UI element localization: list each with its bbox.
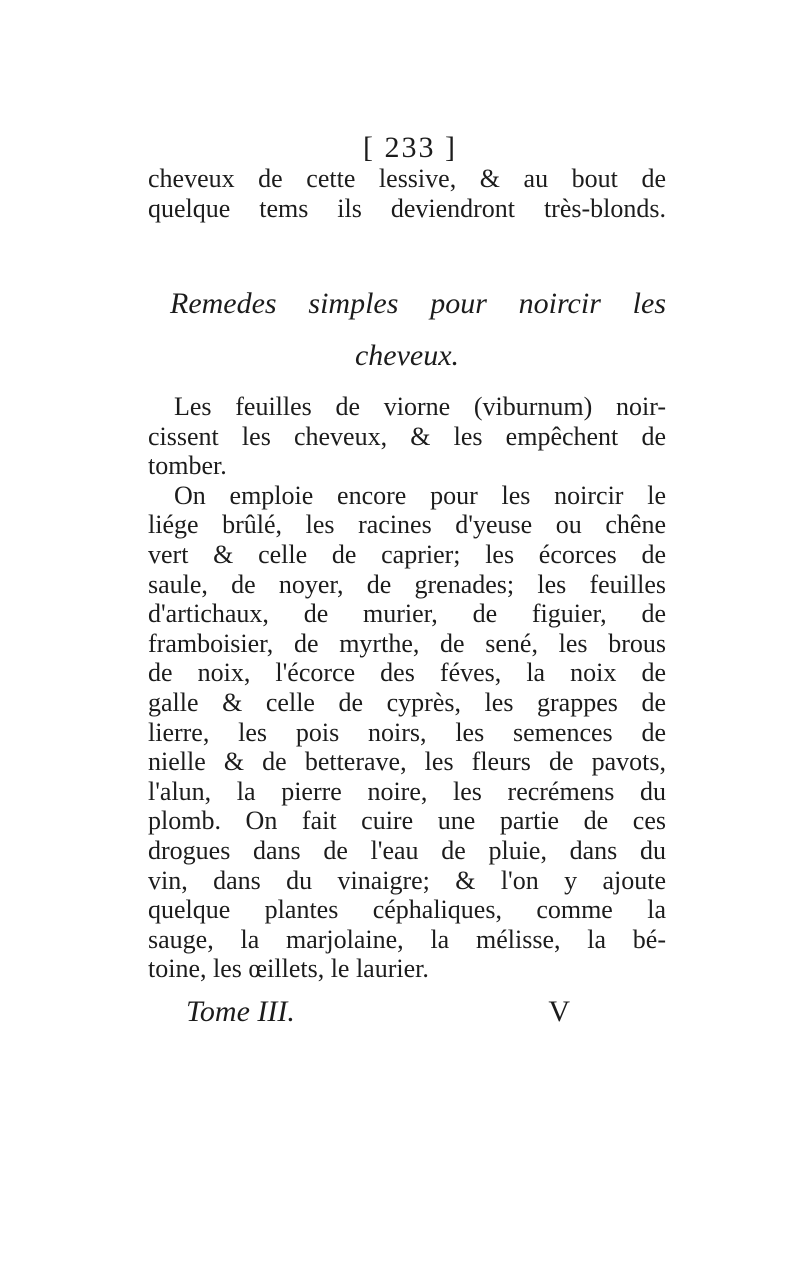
text-line: toine, les œillets, le laurier. <box>148 954 429 984</box>
text-line: lierre, les pois noirs, les semences de <box>148 717 666 747</box>
signature-mark: V <box>548 995 570 1028</box>
text-line: drogues dans de l'eau de pluie, dans du <box>148 835 666 865</box>
text-line: vert & celle de caprier; les écorces de <box>148 539 666 569</box>
text-line: tomber. <box>148 451 227 481</box>
volume-label: Tome III. <box>186 995 295 1028</box>
text-line: quelque plantes céphaliques, comme la <box>148 895 666 925</box>
text-line: cissent les cheveux, & les empêchent de <box>148 421 666 451</box>
heading-line: cheveux. <box>354 339 460 372</box>
text-line: quelque tems ils deviendront très-blonds. <box>148 193 666 223</box>
text-line: framboisier, de myrthe, de sené, les brous <box>148 628 666 658</box>
heading-line: Remedes simples pour noircir les <box>170 287 666 320</box>
body-text <box>148 392 666 984</box>
text-line: sauge, la marjolaine, la mélisse, la bé- <box>148 924 666 954</box>
section-heading <box>148 278 666 382</box>
text-line: cheveux de cette lessive, & au bout de <box>148 164 666 193</box>
text-line: saule, de noyer, de grenades; les feuilles <box>148 569 666 599</box>
text-line: de noix, l'écorce des féves, la noix de <box>148 658 666 688</box>
text-line: l'alun, la pierre noire, les recrémens du <box>148 776 666 806</box>
text-line: galle & celle de cyprès, les grappes de <box>148 687 666 717</box>
text-line: On emploie encore pour les noircir le <box>174 480 666 510</box>
text-line: vin, dans du vinaigre; & l'on y ajoute <box>148 865 666 895</box>
text-line: liége brûlé, les racines d'yeuse ou chêne <box>148 510 666 540</box>
text-line: plomb. On fait cuire une partie de ces <box>148 806 666 836</box>
continuation-text <box>148 164 666 223</box>
text-line: Les feuilles de viorne (viburnum) noir- <box>174 392 666 421</box>
text-line: d'artichaux, de murier, de figuier, de <box>148 599 666 629</box>
page-number: [ 233 ] <box>363 131 457 164</box>
text-line: nielle & de betterave, les fleurs de pavots, <box>148 747 666 777</box>
